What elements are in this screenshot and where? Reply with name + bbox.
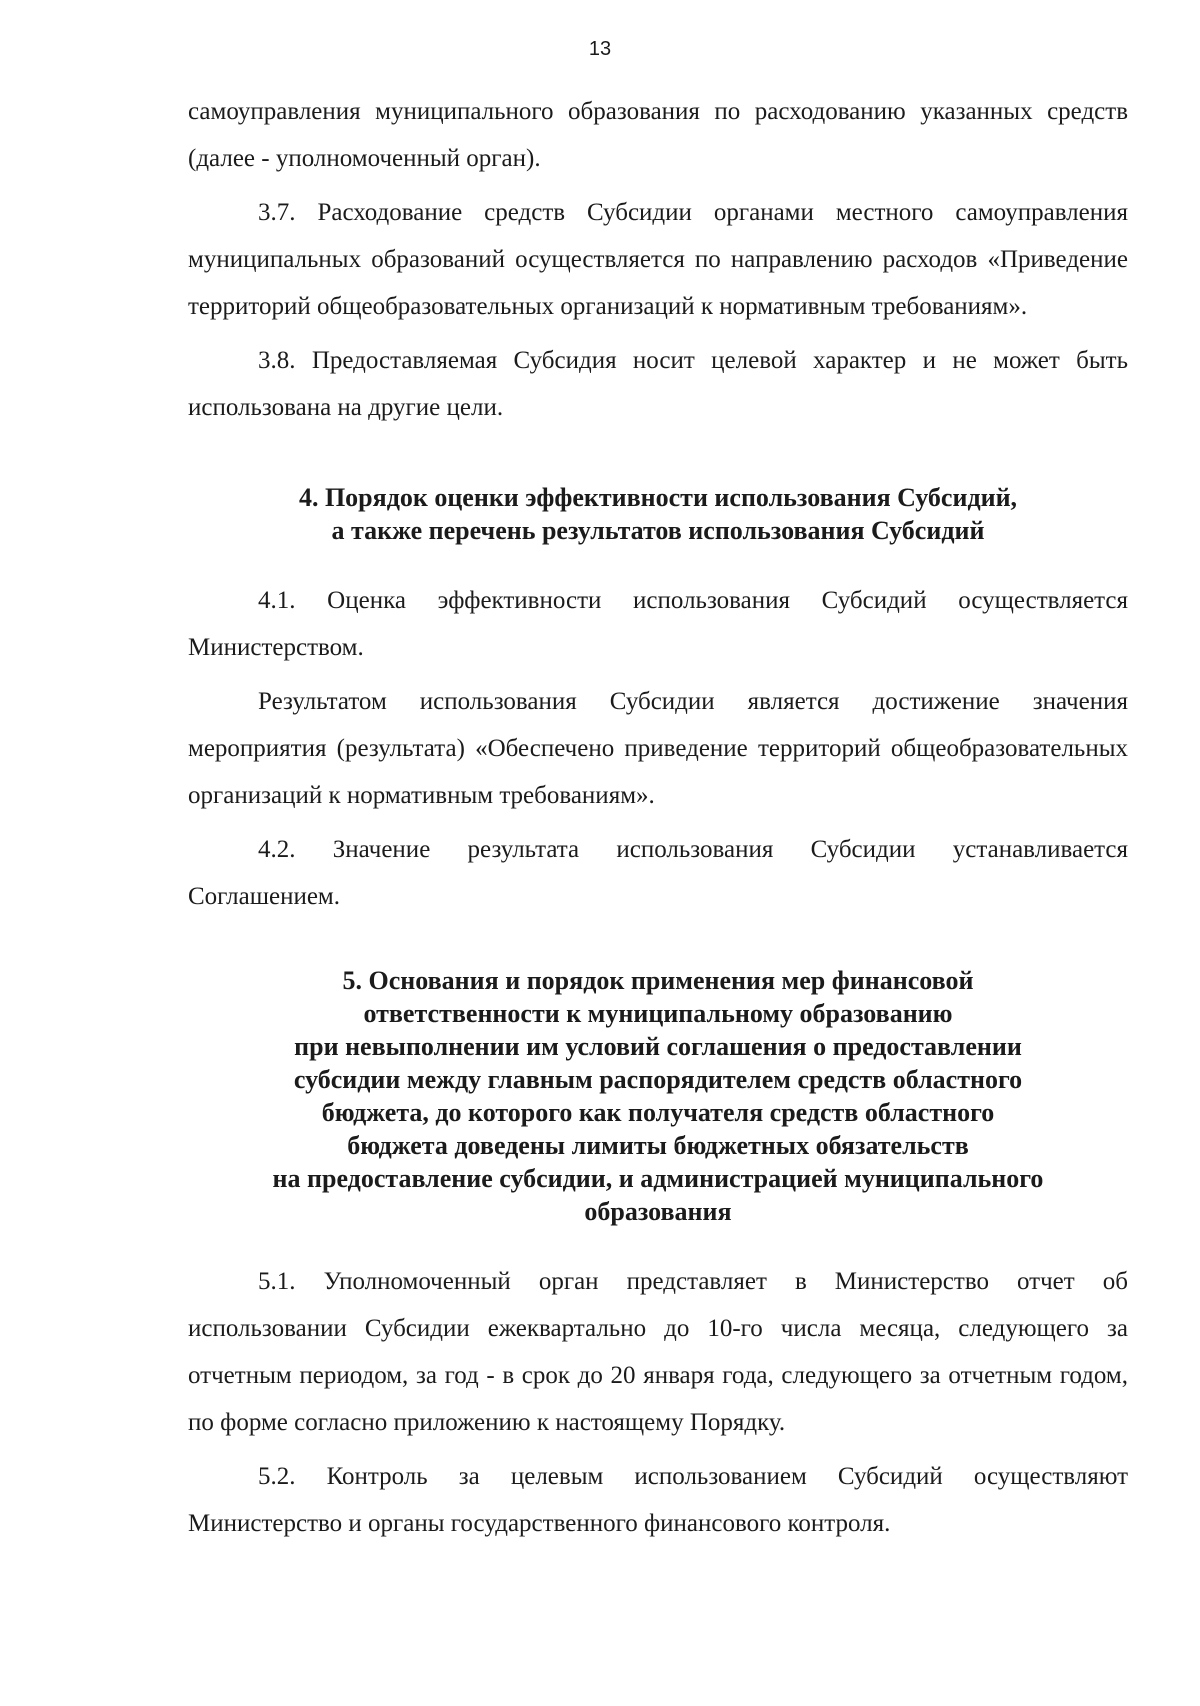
paragraph-4-1: 4.1. Оценка эффективности использования Субсидий осуществляется Министерством. <box>188 587 1128 661</box>
paragraph-3-8: 3.8. Предоставляемая Субсидия носит целевой характер и не может быть использована на другие цели. <box>188 347 1128 421</box>
heading-line: 4. Порядок оценки эффективности использования Субсидий, <box>298 483 1018 512</box>
heading-line: 5. Основания и порядок применения мер финансовой <box>342 966 974 995</box>
paragraph-5-1: 5.1. Уполномоченный орган представляет в Министерство отчет об использовании Субсидии ежеквартально до 10-го числа месяца, следующего за отчетным периодом, за год - в срок до 20 января года, следующего за отчетным годом, по форме согласно приложению к настоящему Порядку. <box>188 1268 1128 1436</box>
paragraph-4-2: 4.2. Значение результата использования Субсидии устанавливается Соглашением. <box>188 836 1128 910</box>
section-4-heading <box>188 481 1128 547</box>
heading-line: на предоставление субсидии, и администрацией муниципального <box>272 1164 1044 1193</box>
heading-line: ответственности к муниципальному образованию <box>363 999 953 1028</box>
heading-line: а также перечень результатов использования Субсидий <box>331 516 985 545</box>
heading-line: бюджета доведены лимиты бюджетных обязательств <box>347 1131 969 1160</box>
paragraph-3-7: 3.7. Расходование средств Субсидии органами местного самоуправления муниципальных образований осуществляется по направлению расходов «Приведение территорий общеобразовательных организаций к нормативным требованиям». <box>188 199 1128 320</box>
paragraph-5-2: 5.2. Контроль за целевым использованием Субсидий осуществляют Министерство и органы государственного финансового контроля. <box>188 1463 1128 1537</box>
continuation-paragraph: самоуправления муниципального образования по расходованию указанных средств (далее - уполномоченный орган). <box>188 98 1128 172</box>
heading-line: образования <box>584 1197 732 1226</box>
heading-line: субсидии между главным распорядителем средств областного <box>293 1065 1023 1094</box>
heading-line: при невыполнении им условий соглашения о предоставлении <box>294 1032 1022 1061</box>
section-5-heading <box>188 964 1128 1228</box>
page-number: 13 <box>588 38 612 60</box>
paragraph-4-1-result: Результатом использования Субсидии является достижение значения мероприятия (результата) «Обеспечено приведение территорий общеобразовательных организаций к нормативным требованиям». <box>188 688 1128 809</box>
heading-line: бюджета, до которого как получателя средств областного <box>321 1098 995 1127</box>
document-body <box>188 88 1128 1547</box>
